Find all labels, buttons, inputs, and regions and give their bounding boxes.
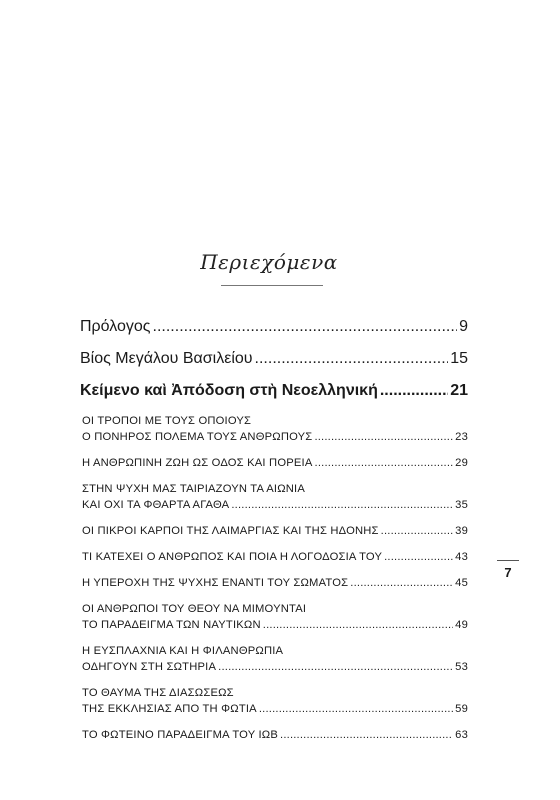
- subentry-page: 35: [455, 499, 468, 511]
- toc-subentry[interactable]: [82, 601, 468, 633]
- subentry-page: 43: [455, 551, 468, 563]
- page-title: Περιεχόμενα: [200, 250, 338, 274]
- toc-entry-text-and-translation[interactable]: [80, 379, 468, 411]
- subentry-line-2: Ο ΠΟΝΗΡΟΣ ΠΟΛΕΜΑ ΤΟΥΣ ΑΝΘΡΩΠΟΥΣ: [82, 431, 313, 443]
- toc-subentry[interactable]: [82, 727, 468, 743]
- subentry-line: ΟΙ ΠΙΚΡΟΙ ΚΑΡΠΟΙ ΤΗΣ ΛΑΙΜΑΡΓΙΑΣ ΚΑΙ ΤΗΣ ΗΔΟΝΗΣ: [82, 525, 379, 537]
- subentry-page: 39: [455, 525, 468, 537]
- dot-leader: [381, 523, 453, 539]
- subentry-line-2: ΟΔΗΓΟΥΝ ΣΤΗ ΣΩΤΗΡΙΑ: [82, 661, 217, 673]
- subentry-line: Η ΥΠΕΡΟΧΗ ΤΗΣ ΨΥΧΗΣ ΕΝΑΝΤΙ ΤΟΥ ΣΩΜΑΤΟΣ: [82, 577, 349, 589]
- dot-leader: [259, 701, 453, 717]
- dot-leader: [231, 497, 453, 513]
- table-of-contents: [80, 315, 468, 753]
- toc-subentry[interactable]: [82, 549, 468, 565]
- dot-leader: [315, 455, 454, 471]
- dot-leader: [314, 429, 453, 445]
- toc-subentry[interactable]: [82, 643, 468, 675]
- subentry-page: 63: [455, 729, 468, 741]
- toc-subentry[interactable]: [82, 575, 468, 591]
- dot-leader: [218, 659, 453, 675]
- dot-leader: [350, 575, 453, 591]
- toc-subentry[interactable]: [82, 523, 468, 539]
- toc-subentry[interactable]: [82, 685, 468, 717]
- subentry-page: 49: [455, 619, 468, 631]
- subentry-page: 29: [455, 457, 468, 469]
- toc-entry-title: Κείμενο καὶ Ἀπόδοση στὴ Νεοελληνική: [80, 382, 378, 399]
- subentry-page: 53: [455, 661, 468, 673]
- subentry-line-2: ΤΟ ΠΑΡΑΔΕΙΓΜΑ ΤΩΝ ΝΑΥΤΙΚΩΝ: [82, 619, 261, 631]
- subentry-line: ΤΟ ΦΩΤΕΙΝΟ ΠΑΡΑΔΕΙΓΜΑ ΤΟΥ ΙΩΒ: [82, 729, 279, 741]
- subentry-line-1: ΣΤΗΝ ΨΥΧΗ ΜΑΣ ΤΑΙΡΙΑΖΟΥΝ ΤΑ ΑΙΩΝΙΑ: [82, 483, 306, 495]
- dot-leader: [153, 315, 458, 339]
- toc-subentries: [82, 413, 468, 743]
- toc-entry-title: Βίος Μεγάλου Βασιλείου: [80, 350, 253, 367]
- dot-leader: [255, 347, 449, 371]
- subentry-line-1: ΟΙ ΑΝΘΡΩΠΟΙ ΤΟΥ ΘΕΟΥ ΝΑ ΜΙΜΟΥΝΤΑΙ: [82, 603, 307, 615]
- toc-subentry[interactable]: [82, 481, 468, 513]
- dot-leader: [384, 549, 453, 565]
- subentry-page: 45: [455, 577, 468, 589]
- subentry-line-1: Η ΕΥΣΠΛΑΧΝΙΑ ΚΑΙ Η ΦΙΛΑΝΘΡΩΠΙΑ: [82, 645, 284, 657]
- toc-entry-page: 9: [459, 318, 468, 335]
- subentry-line: ΤΙ ΚΑΤΕΧΕΙ Ο ΑΝΘΡΩΠΟΣ ΚΑΙ ΠΟΙΑ Η ΛΟΓΟΔΟΣΙΑ ΤΟΥ: [82, 551, 383, 563]
- subentry-line-1: ΟΙ ΤΡΟΠΟΙ ΜΕ ΤΟΥΣ ΟΠΟΙΟΥΣ: [82, 415, 252, 427]
- subentry-line-1: ΤΟ ΘΑΥΜΑ ΤΗΣ ΔΙΑΣΩΣΕΩΣ: [82, 687, 234, 699]
- subentry-line: Η ΑΝΘΡΩΠΙΝΗ ΖΩΗ ΩΣ ΟΔΟΣ ΚΑΙ ΠΟΡΕΙΑ: [82, 457, 313, 469]
- subentry-line-2: ΚΑΙ ΟΧΙ ΤΑ ΦΘΑΡΤΑ ΑΓΑΘΑ: [82, 499, 230, 511]
- dot-leader: [380, 379, 448, 403]
- subentry-page: 59: [455, 703, 468, 715]
- toc-entry-title: Πρόλογος: [80, 318, 151, 335]
- dot-leader: [280, 727, 453, 743]
- toc-subentry[interactable]: [82, 413, 468, 445]
- title-underline: [221, 285, 323, 286]
- page-number: 7: [497, 560, 519, 580]
- subentry-line-2: ΤΗΣ ΕΚΚΛΗΣΙΑΣ ΑΠΟ ΤΗ ΦΩΤΙΑ: [82, 703, 257, 715]
- toc-entry-biography[interactable]: [80, 347, 468, 379]
- toc-entry-prologue[interactable]: [80, 315, 468, 347]
- toc-subentry[interactable]: [82, 455, 468, 471]
- subentry-page: 23: [455, 431, 468, 443]
- toc-entry-page: 15: [450, 350, 468, 367]
- dot-leader: [263, 617, 453, 633]
- toc-entry-page: 21: [450, 382, 468, 399]
